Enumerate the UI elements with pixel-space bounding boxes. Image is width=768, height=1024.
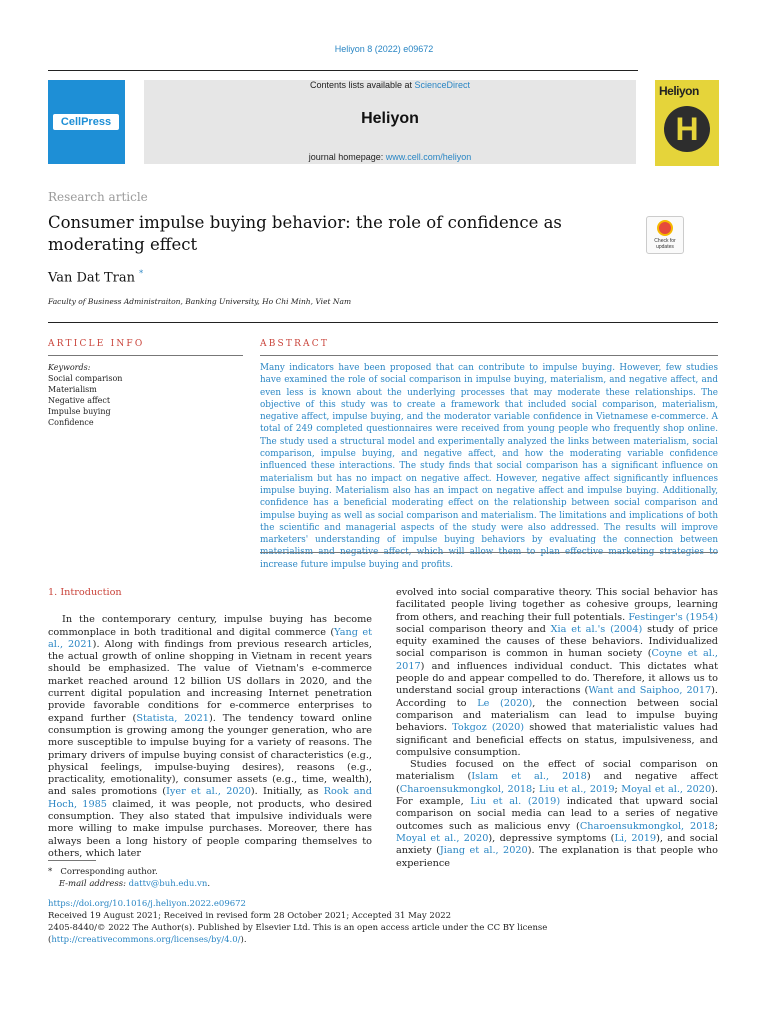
email-note: E-mail address: dattv@buh.edu.vn. <box>58 879 211 889</box>
license-line: 2405-8440/© 2022 The Author(s). Published by Elsevier Ltd. This is an open access article under the CC BY license (http://creativecommons.org/licenses/by/4.0/). <box>48 923 548 945</box>
contents-available <box>144 80 636 90</box>
journal-name: Heliyon <box>361 110 419 127</box>
author-affiliation: Faculty of Business Administraiton, Banking University, Ho Chi Minh, Viet Nam <box>48 297 352 306</box>
body-text: ). Initially, as <box>250 786 324 798</box>
citation-link[interactable]: Iyer et al., 2020 <box>166 786 251 798</box>
footnote <box>48 866 210 890</box>
intro-paragraph-2 <box>396 759 718 870</box>
keyword-item: Confidence <box>48 418 94 427</box>
body-text: , the connection between social comparison and materialism can lead to impulse buying behaviors. <box>396 697 719 734</box>
article-title: Consumer impulse buying behavior: the role of confidence as moderating effect <box>48 213 562 254</box>
body-text: ), depressive symptoms ( <box>488 832 615 844</box>
corresponding-note: * Corresponding author. <box>48 867 158 877</box>
homepage-link[interactable]: www.cell.com/heliyon <box>385 152 472 162</box>
keyword-item: Negative affect <box>48 396 111 405</box>
body-text: Studies focused on the effect of social comparison on materialism ( <box>396 759 718 783</box>
corresponding-author-mark[interactable]: * <box>139 269 144 278</box>
email-link[interactable]: dattv@buh.edu.vn <box>128 879 208 889</box>
cover-title: Heliyon <box>659 84 699 98</box>
body-text: ) and influences individual conduct. This dictates what people do and appear compelled to do. Therefore, it allows us to understand social group interactions ( <box>396 660 718 697</box>
keywords-list <box>48 362 238 428</box>
body-text: ). For example, <box>396 783 718 808</box>
footnote-divider <box>48 860 96 861</box>
journal-masthead <box>144 80 636 164</box>
keyword-item: Social comparison <box>48 374 123 383</box>
body-text: ), and social anxiety ( <box>396 832 718 857</box>
body-text: ; <box>714 820 718 832</box>
abstract-divider <box>260 355 718 356</box>
body-text: study of price equity examined the causes of these behaviors. Individualized social comparison is common in human society ( <box>396 623 718 660</box>
citation-link[interactable]: Rook and Hoch, 1985 <box>48 786 373 810</box>
keywords-label: Keywords: <box>48 363 91 372</box>
check-updates-label: Check for updates <box>654 238 676 250</box>
body-text: ). According to <box>396 685 719 709</box>
citation-link[interactable]: Moyal et al., 2020 <box>621 783 712 795</box>
intro-paragraph-1-cont <box>396 587 718 759</box>
body-text: ). Along with findings from previous research articles, the actual growth of online shopping in Vietnam in recent years should be emphasized. The value of Vietnam's e-commerce market reached around 12 billion US dollars in 2020, and the current digital population and increasing Internet penetration provide favorable conditions for e-commerce enterprises to expand further ( <box>48 638 372 724</box>
homepage-prefix: journal homepage: <box>308 152 386 162</box>
body-text: indicated that upward social comparison on social media can lead to a series of negative outcomes such as malicious envy ( <box>396 796 718 832</box>
body-text: ). The tendency toward online consumption is growing among the younger generation, who are more susceptible to impulse buying for a variety of reasons. The primary drivers of impulse buying consist of characteristics (e.g., physical feelings, impulse-buying desires), reasons (e.g., practicality, emotionality), consumer assets (e.g., time, wealth), and sales promotions ( <box>48 712 372 798</box>
body-text: ). The explanation is that people who experience <box>396 845 718 869</box>
abstract-text: Many indicators have been proposed that can contribute to impulse buying. However, few studies have examined the role of social comparison in impulse buying, materialism, and negative affect, and even less is known about the underlying processes that may moderate these relationships. The objective of this study was to create a framework that included social comparison, materialism, negative affect, impulse buying, and the moderator variable confidence in Vietnamese e-commerce. A total of 249 completed questionnaires were received from young people who frequently shop online. The study used a structural model and experimentally analyzed the links between materialism, social comparison, impulse buying, and negative affect, and how the moderating variable confidence influenced these interactions. The study finds that social comparison has a significant influence on materialism but has no impact on negative affect. However, negative affect significantly influences impulse buying. Materialism also has an impact on negative affect and impulse buying. Additionally, confidence has a beneficial moderating effect on the relationship between social comparison and impulse buying as well as social comparison and materialism. The limitations and implications of both the scientific and managerial aspects of the study were also addressed. The results will improve marketers' understanding of impulse buying behaviors by evaluating the connection between increase future impulse buying and profits. <box>260 363 718 570</box>
citation-link[interactable]: Moyal et al., 2020 <box>396 832 489 844</box>
cover-logo-icon: H <box>664 106 710 152</box>
body-text: ) and negative affect ( <box>396 771 718 795</box>
journal-citation[interactable]: Heliyon 8 (2022) e09672 <box>334 44 434 54</box>
publication-info <box>48 898 728 946</box>
citation-link[interactable]: Festinger's (1954) <box>628 611 718 623</box>
journal-homepage <box>144 152 636 162</box>
body-text: showed that materialistic values had significant and beneficial effects on status, impulsiveness, and compulsive consumption. <box>396 722 718 758</box>
citation-link[interactable]: Liu et al., 2019 <box>538 783 615 795</box>
citation-link[interactable]: Le (2020) <box>477 697 533 709</box>
check-updates-icon <box>657 220 673 236</box>
sciencedirect-link[interactable]: ScienceDirect <box>414 80 471 90</box>
citation-link[interactable]: Xia et al.'s (2004) <box>550 623 643 635</box>
citation-link[interactable]: Li, 2019 <box>614 832 657 844</box>
cellpress-logo-text: CellPress <box>60 116 112 128</box>
article-info-heading: ARTICLE INFO <box>48 339 145 349</box>
body-text: evolved into social comparative theory. This social behavior has facilitated people living together as cohesive groups, learning from others, and reaching their full potentials. <box>396 587 718 623</box>
article-type: Research article <box>48 190 148 204</box>
license-link[interactable]: http://creativecommons.org/licenses/by/4.0/ <box>51 935 241 945</box>
body-text: claimed, it was people, not products, who desired consumption. They also stated that impulsive individuals were more willing to make impulse purchases. Moreover, there has always been a long history of people comparing themselves to others, which later <box>48 798 372 859</box>
body-text: ; <box>614 783 622 795</box>
citation-link[interactable]: Coyne et al., 2017 <box>396 648 718 672</box>
citation-link[interactable]: Charoensukmongkol, 2018 <box>399 783 533 795</box>
citation-link[interactable]: Liu et al. (2019) <box>470 796 561 808</box>
author-text: Van Dat Tran <box>48 270 135 286</box>
contents-prefix: Contents lists available at <box>309 80 415 90</box>
keyword-item: Materialism <box>48 385 97 394</box>
journal-cover[interactable] <box>655 80 719 166</box>
header-divider <box>48 70 638 71</box>
citation-link[interactable]: Islam et al., 2018 <box>471 771 587 783</box>
body-column-left <box>48 587 372 860</box>
body-text: social comparison theory and <box>396 623 551 635</box>
intro-paragraph-1 <box>48 614 372 860</box>
article-info-divider <box>48 355 243 356</box>
body-column-right <box>396 587 718 870</box>
doi-link[interactable]: https://doi.org/10.1016/j.heliyon.2022.e09672 <box>48 899 246 909</box>
abstract-heading: ABSTRACT <box>260 339 330 349</box>
introduction-heading: 1. Introduction <box>48 587 122 598</box>
citation-link[interactable]: Want and Saiphoo, 2017 <box>588 685 712 697</box>
body-text: ; <box>532 783 539 795</box>
citation-link[interactable]: Statista, 2021 <box>136 712 209 724</box>
body-text: In the contemporary century, impulse buying has become commonplace in both traditional and digital commerce ( <box>48 614 372 638</box>
cellpress-logo[interactable] <box>48 80 125 164</box>
citation-link[interactable]: Tokgoz (2020) <box>452 722 525 734</box>
cellpress-logo-badge <box>53 114 119 130</box>
author-name <box>48 269 143 285</box>
meta-divider <box>48 322 718 323</box>
received-dates: Received 19 August 2021; Received in revised form 28 October 2021; Accepted 31 May 2022 <box>48 911 452 921</box>
citation-link[interactable]: Charoensukmongkol, 2018 <box>579 820 715 832</box>
citation-link[interactable]: Jiang et al., 2020 <box>439 845 528 857</box>
abstract-bottom-divider <box>260 552 718 553</box>
check-for-updates-button[interactable] <box>646 216 684 254</box>
citation-link[interactable]: Yang et al., 2021 <box>48 626 372 650</box>
keyword-item: Impulse buying <box>48 407 111 416</box>
